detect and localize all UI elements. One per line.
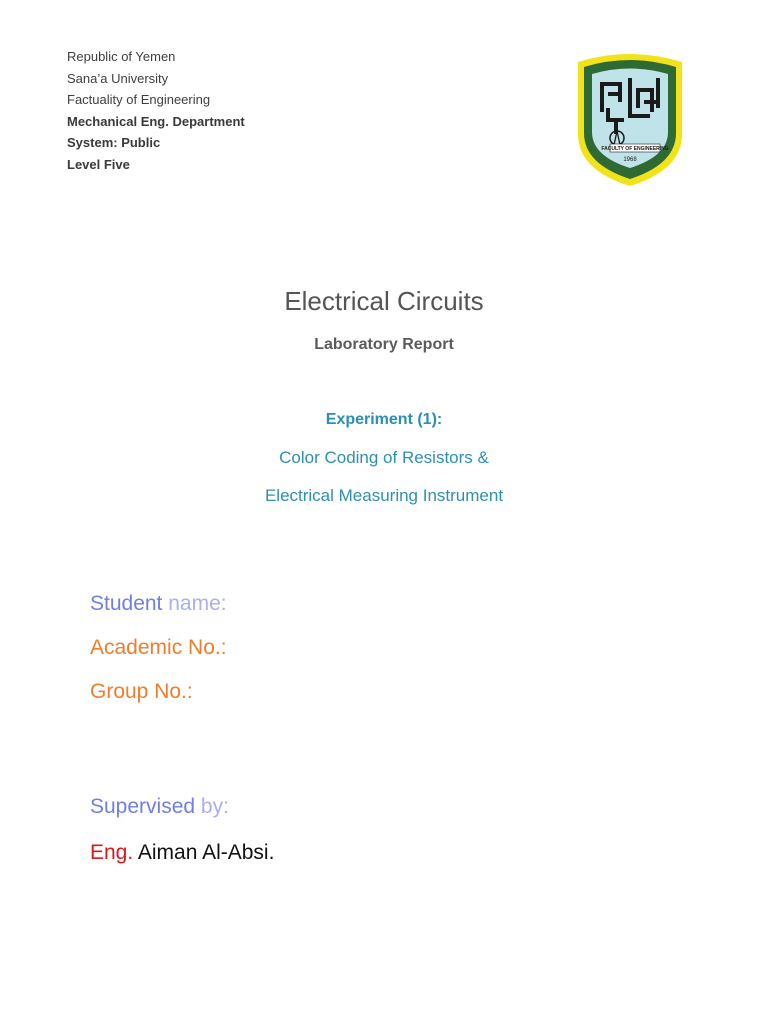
header-system: System: Public [67,135,161,150]
experiment-title-line2: Electrical Measuring Instrument [264,486,504,505]
logo-year: 1968 [623,157,637,163]
student-name-label [90,592,227,616]
supervised-by-label [90,795,229,819]
academic-number-label: Academic No.: [90,636,227,659]
experiment-title-line1: Color Coding of Resistors & [279,448,489,467]
logo-text: FACULTY OF ENGINEERING [601,146,669,153]
header-country: Republic of Yemen [67,49,176,64]
header-block [67,46,245,175]
document-title: Electrical Circuits [284,286,484,316]
header-department: Mechanical Eng. Department [67,113,245,129]
supervisor-name [90,841,274,865]
experiment-heading: Experiment (1): [325,411,443,428]
supervisor-title-prefix: Eng. [90,841,134,864]
by-word: by: [195,795,229,818]
document-subtitle: Laboratory Report [314,336,454,353]
student-word: Student [90,592,163,615]
supervised-word: Supervised [90,795,196,818]
header-faculty: Factuality of Engineering [67,92,211,107]
header-university: Sana’a University [67,70,169,86]
group-number-label: Group No.: [90,680,193,703]
name-word: name: [162,592,227,615]
header-level: Level Five [67,156,130,172]
supervisor-full-name: Aiman Al-Absi. [133,841,275,864]
faculty-logo-icon [570,48,690,188]
